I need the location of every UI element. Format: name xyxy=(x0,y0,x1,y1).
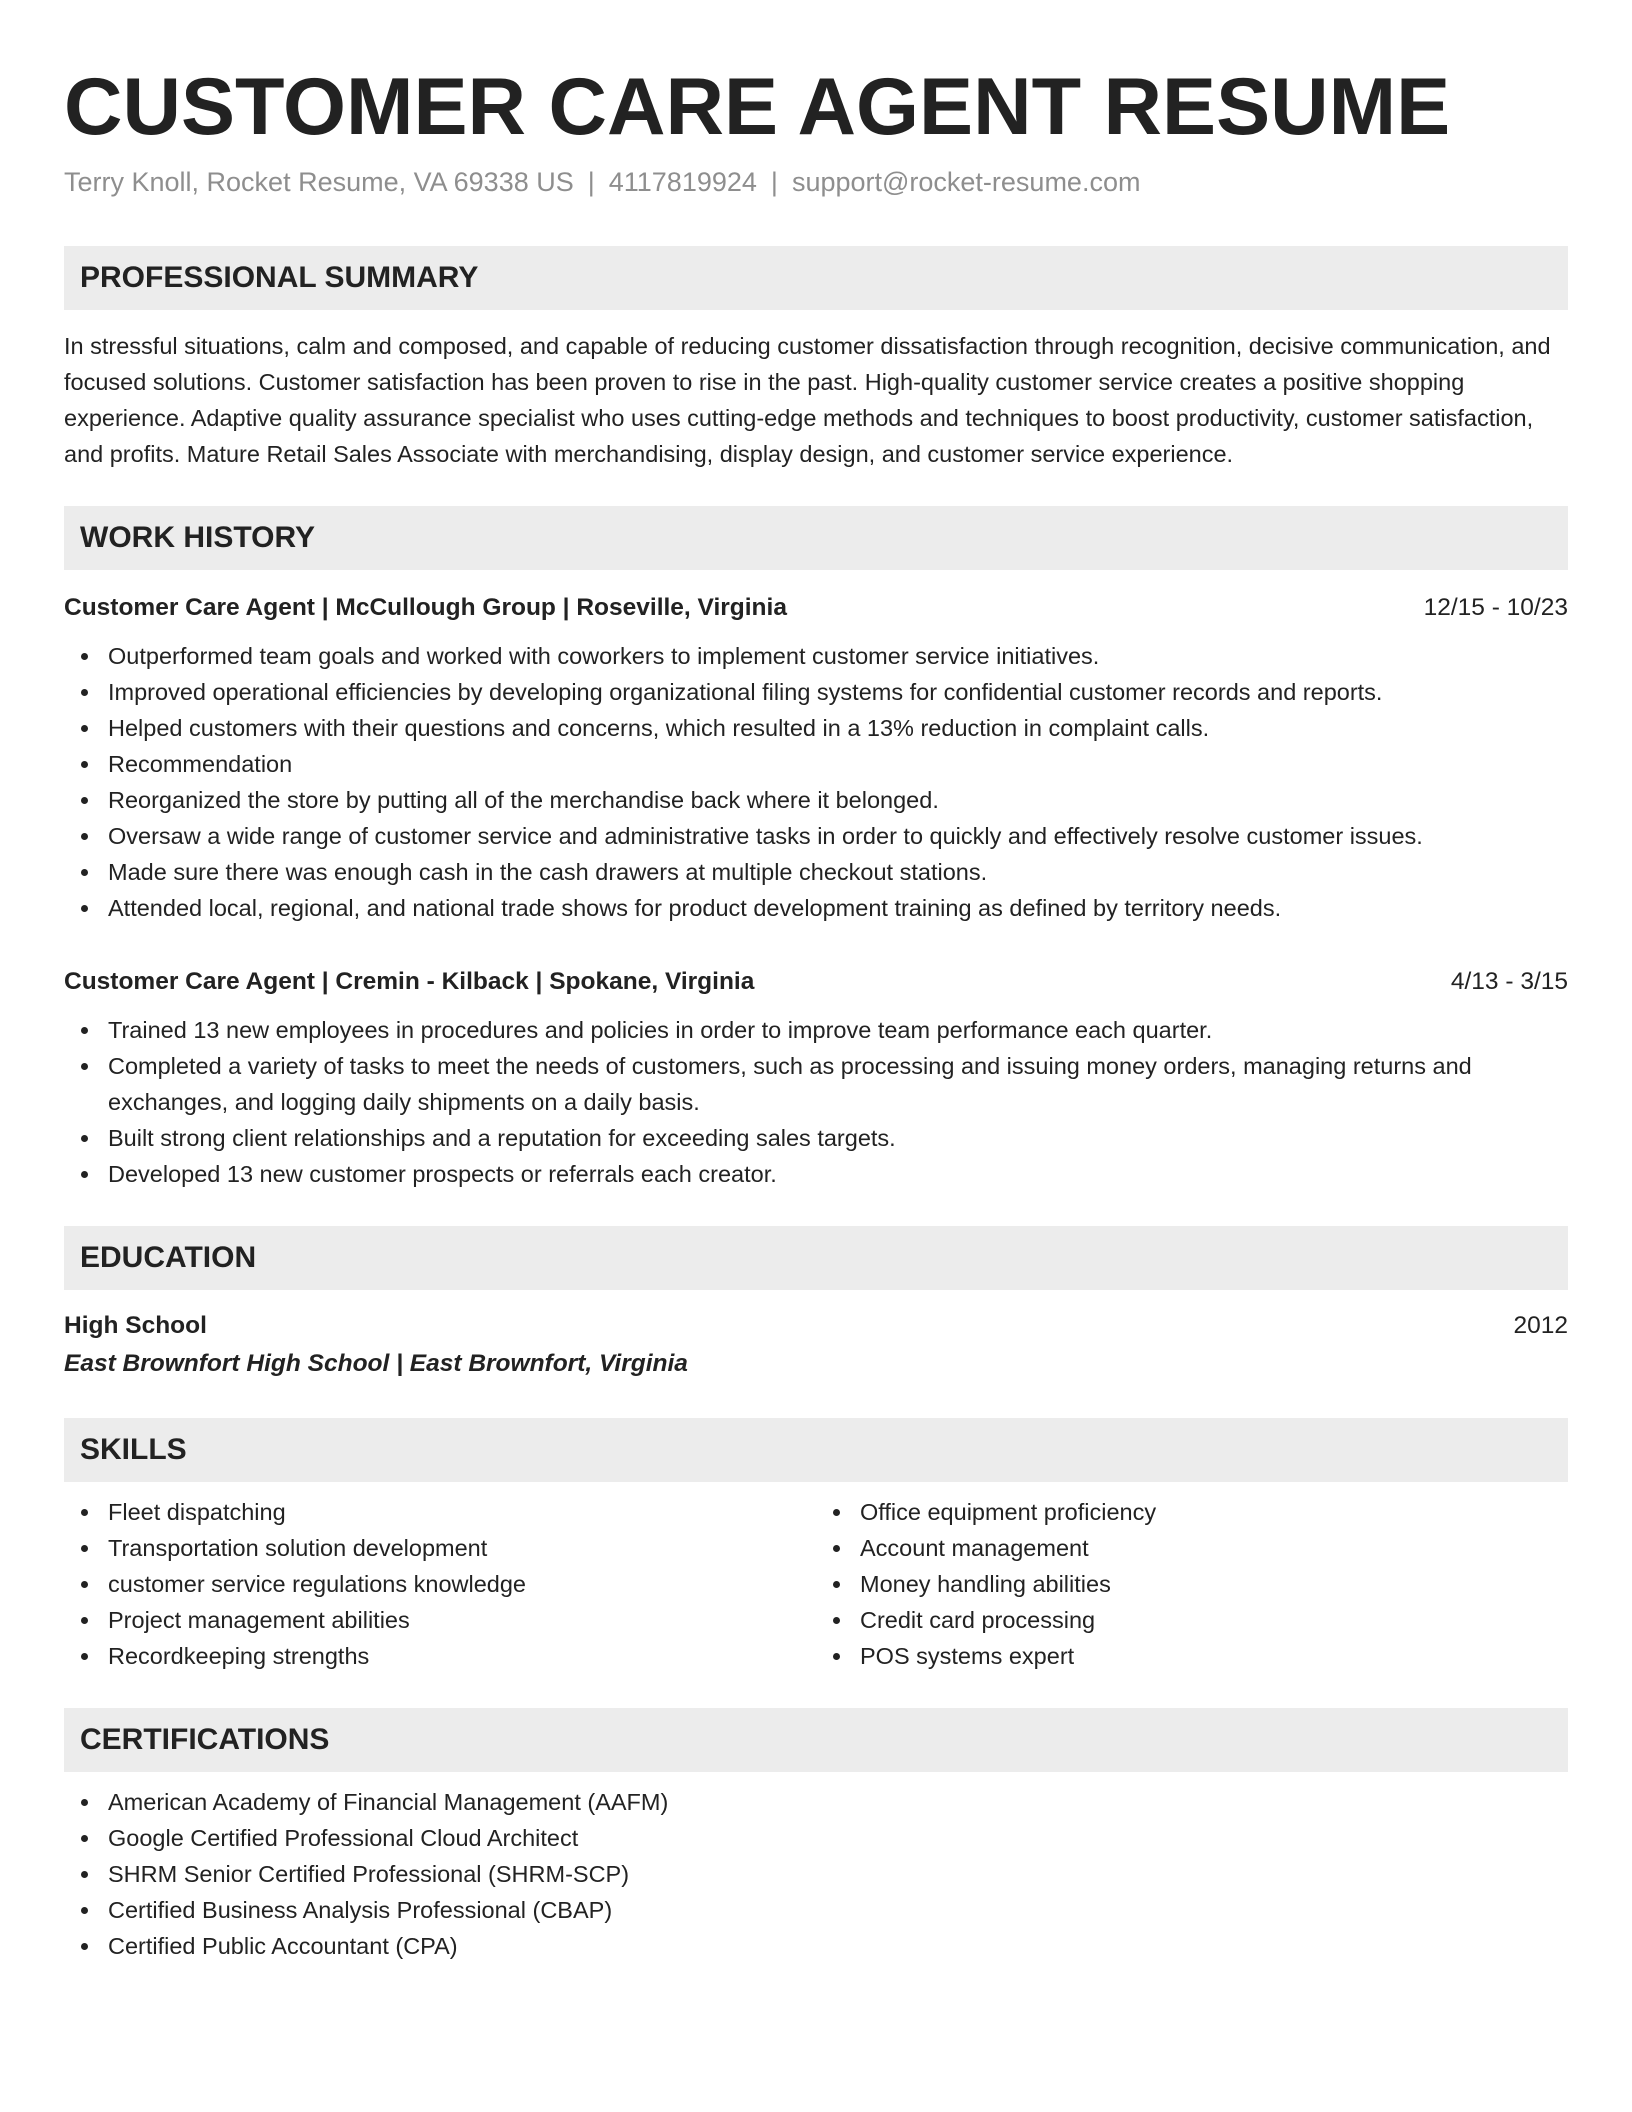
summary-text: In stressful situations, calm and composed, and capable of reducing customer dissatisfaction through recognition, decisive communication, and focused solutions. Customer satisfaction has been proven to rise in the past. High-quality customer service creates a positive shopping experience. Adaptive quality assurance specialist who uses cutting-edge methods and techniques to boost productivity, customer satisfaction, and profits. Mature Retail Sales Associate with merchandising, display design, and customer service experience. xyxy=(64,333,1551,467)
list-item: POS systems expert xyxy=(816,1638,1568,1674)
job-bullets xyxy=(64,638,1568,926)
contact-separator: | xyxy=(770,167,778,197)
section-heading-work-history: WORK HISTORY xyxy=(64,506,1568,570)
education-entry xyxy=(64,1308,1568,1384)
education-school: East Brownfort High School | East Brownfort, Virginia xyxy=(64,1350,688,1377)
list-item: Helped customers with their questions and concerns, which resulted in a 13% reduction in complaint calls. xyxy=(64,710,1568,746)
list-item: Improved operational efficiencies by developing organizational filing systems for confidential customer records and reports. xyxy=(64,674,1568,710)
contact-address: Terry Knoll, Rocket Resume, VA 69338 US xyxy=(64,167,574,197)
contact-phone: 4117819924 xyxy=(608,167,757,197)
skills-column-right xyxy=(816,1494,1568,1674)
skills-grid xyxy=(64,1494,1568,1674)
list-item: Attended local, regional, and national trade shows for product development training as defined by territory needs. xyxy=(64,890,1568,926)
list-item: Completed a variety of tasks to meet the needs of customers, such as processing and issuing money orders, managing returns and exchanges, and logging daily shipments on a daily basis. xyxy=(64,1048,1568,1120)
list-item: Built strong client relationships and a reputation for exceeding sales targets. xyxy=(64,1120,1568,1156)
list-item: Recommendation xyxy=(64,746,1568,782)
list-item: Money handling abilities xyxy=(816,1566,1568,1602)
list-item: Fleet dispatching xyxy=(64,1494,816,1530)
certifications-list xyxy=(64,1784,1568,1964)
contact-line xyxy=(64,164,1568,200)
list-item: Transportation solution development xyxy=(64,1530,816,1566)
section-heading-summary: PROFESSIONAL SUMMARY xyxy=(64,246,1568,310)
list-item: Trained 13 new employees in procedures and policies in order to improve team performance each quarter. xyxy=(64,1012,1568,1048)
job-entry xyxy=(64,590,1568,926)
list-item: SHRM Senior Certified Professional (SHRM-SCP) xyxy=(64,1856,1568,1892)
job-title: Customer Care Agent | McCullough Group | Roseville, Virginia xyxy=(64,594,787,621)
list-item: Oversaw a wide range of customer service and administrative tasks in order to quickly and effectively resolve customer issues. xyxy=(64,818,1568,854)
education-year: 2012 xyxy=(1513,1312,1568,1339)
resume-title: CUSTOMER CARE AGENT RESUME xyxy=(64,62,1451,152)
list-item: Google Certified Professional Cloud Architect xyxy=(64,1820,1568,1856)
list-item: Certified Business Analysis Professional (CBAP) xyxy=(64,1892,1568,1928)
education-header xyxy=(64,1308,1568,1344)
job-bullets xyxy=(64,1012,1568,1192)
section-heading-skills: SKILLS xyxy=(64,1418,1568,1482)
list-item: Office equipment proficiency xyxy=(816,1494,1568,1530)
skills-column-left xyxy=(64,1494,816,1674)
list-item: American Academy of Financial Management (AAFM) xyxy=(64,1784,1568,1820)
list-item: Certified Public Accountant (CPA) xyxy=(64,1928,1568,1964)
job-entry xyxy=(64,964,1568,1192)
list-item: Reorganized the store by putting all of the merchandise back where it belonged. xyxy=(64,782,1568,818)
job-dates: 12/15 - 10/23 xyxy=(1423,594,1568,621)
list-item: Outperformed team goals and worked with coworkers to implement customer service initiatives. xyxy=(64,638,1568,674)
contact-separator: | xyxy=(587,167,595,197)
list-item: Account management xyxy=(816,1530,1568,1566)
education-degree: High School xyxy=(64,1312,207,1339)
job-header xyxy=(64,964,1568,1000)
section-heading-certifications: CERTIFICATIONS xyxy=(64,1708,1568,1772)
section-heading-education: EDUCATION xyxy=(64,1226,1568,1290)
list-item: Recordkeeping strengths xyxy=(64,1638,816,1674)
contact-email: support@rocket-resume.com xyxy=(791,167,1141,197)
list-item: Credit card processing xyxy=(816,1602,1568,1638)
list-item: Developed 13 new customer prospects or referrals each creator. xyxy=(64,1156,1568,1192)
job-header xyxy=(64,590,1568,626)
list-item: customer service regulations knowledge xyxy=(64,1566,816,1602)
list-item: Made sure there was enough cash in the cash drawers at multiple checkout stations. xyxy=(64,854,1568,890)
job-title: Customer Care Agent | Cremin - Kilback | Spokane, Virginia xyxy=(64,968,755,995)
certifications-bullets xyxy=(64,1784,1568,1964)
job-dates: 4/13 - 3/15 xyxy=(1450,968,1568,995)
list-item: Project management abilities xyxy=(64,1602,816,1638)
